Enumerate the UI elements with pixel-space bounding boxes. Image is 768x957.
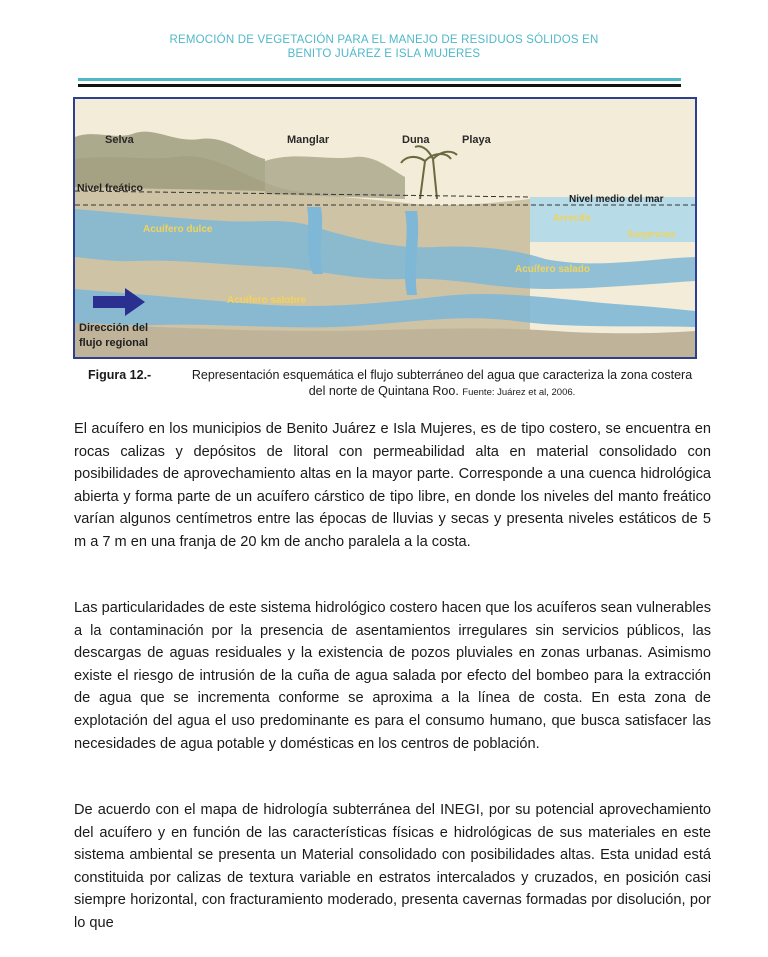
label-nivel-freatico: Nivel freático	[77, 182, 143, 194]
label-acuifero-dulce: Acuífero dulce	[143, 224, 213, 235]
label-acuifero-salobre: Acuífero salobre	[227, 295, 306, 306]
body-paragraph-3: De acuerdo con el mapa de hidrología subterránea del INEGI, por su potencial aprovechamiento del acuífero y en función de las características físicas e hidrológicas de sus materiales en este sistema ambiental se presenta un Material consolidado con posibilidades altas. Esta unidad está constituida por calizas de textura variable en estratos intercalados y cruzados, en posición casi siempre horizontal, con fracturamiento moderado, presenta cavernas formadas por disolución, por lo que	[74, 802, 711, 931]
caption-source: Fuente: Juárez et al, 2006.	[462, 387, 576, 398]
header-rule-cyan	[78, 78, 681, 81]
label-manglar: Manglar	[287, 134, 330, 146]
header-line-2: BENITO JUÁREZ E ISLA MUJERES	[287, 48, 481, 60]
body-paragraph-1: El acuífero en los municipios de Benito Juárez e Isla Mujeres, es de tipo costero, se encuentra en rocas calizas y depósitos de litoral con permeabilidad alta en material consolidado con posibilidades de aprovechamiento altas en la mayor parte. Corresponde a una cuenca hidrológica abierta y forma parte de un acuífero cárstico de tipo libre, en donde los niveles del manto freático varían algunos centímetros entre las épocas de lluvias y secas y presenta niveles estáticos de 5 m a 7 m en una franja de 20 km de ancho paralela a la costa.	[74, 421, 711, 550]
label-direccion-line1: Dirección del	[79, 322, 149, 334]
caption-text: Representación esquemática el flujo subterráneo del agua que caracteriza la zona costera del norte de Quintana Roo.	[191, 368, 693, 398]
label-nivel-medio-mar: Nivel medio del mar	[569, 194, 664, 205]
aquifer-illustration	[75, 99, 695, 357]
label-selva: Selva	[105, 134, 134, 146]
header-rule-black	[78, 84, 681, 87]
label-acuifero-salado: Acuífero salado	[515, 264, 591, 275]
caption-body	[188, 367, 696, 401]
figure-aquifer-diagram	[73, 97, 697, 359]
document-header	[0, 33, 768, 61]
body-paragraph-2: Las particularidades de este sistema hidrológico costero hacen que los acuíferos sean vulnerables a la contaminación por la presencia de asentamientos irregulares sin servicios públicos, las descargas de aguas residuales y la existencia de pozos pluviales en zonas urbanas. Asimismo existe el riesgo de intrusión de la cuña de agua salada por efecto del bombeo para la extracción de agua que se incrementa conforme se aproxima a la línea de costa. En esta zona de explotación del agua el uso predominante es para el consumo humano, que busca satisfacer las necesidades de agua potable y domésticas en los centros de población.	[74, 600, 711, 752]
figure-number: Figura 12.-	[88, 368, 152, 382]
header-line-1: REMOCIÓN DE VEGETACIÓN PARA EL MANEJO DE RESIDUOS SÓLIDOS EN	[169, 34, 599, 46]
label-duna: Duna	[402, 134, 430, 146]
label-arrecife: Arrecife	[553, 213, 591, 224]
label-direccion-line2: flujo regional	[79, 337, 149, 349]
label-playa: Playa	[462, 134, 491, 146]
label-surgencias: Surgencias	[627, 229, 676, 239]
